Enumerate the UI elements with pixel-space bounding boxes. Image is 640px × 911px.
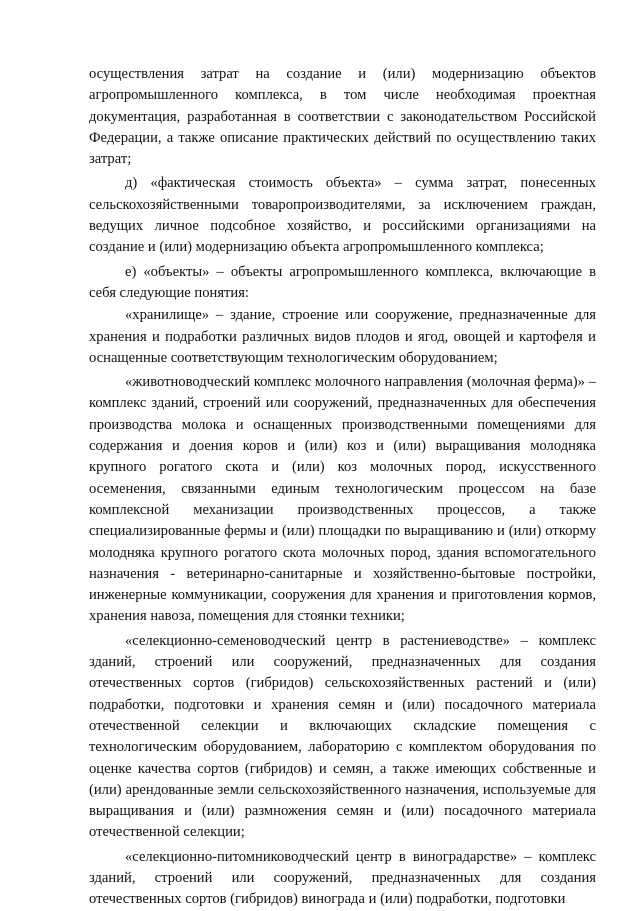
paragraph-seed-center: «селекционно-семеноводческий центр в растениеводстве» – комплекс зданий, строений или сооружений, предназначенных для создания отечественных сортов (гибридов) сельскохозяйственных растений и (или) подработки, подготовки и хранения семян и (или) посадочного материала отечественной селекции и включающих складские помещения с технологическим оборудованием, лабораторию с комплектом оборудования по оценке качества сортов (гибридов) и семян, а также имеющих собственные и (или) арендованные земли сельскохозяйственного назначения, используемые для выращивания и (или) размножения семян и (или) посадочного материала отечественной селекции;: [89, 632, 596, 841]
paragraph-storage: «хранилище» – здание, строение или сооружение, предназначенные для хранения и подработки различных видов плодов и ягод, овощей и картофеля и оснащенные соответствующим технологическим оборудованием;: [89, 307, 596, 366]
paragraph-actual-cost: д) «фактическая стоимость объекта» – сумма затрат, понесенных сельскохозяйственными товаропроизводителями, за исключением граждан, ведущих личное подсобное хозяйство, и российскими организациями на создание и (или) модернизацию объекта агропромышленного комплекса;: [89, 175, 596, 256]
paragraph-dairy-complex: «животноводческий комплекс молочного направления (молочная ферма)» – комплекс зданий, строений или сооружений, предназначенных для обеспечения производства молока и оснащенных производственными помещениями для содержания и доения коров и (или) коз и (или) выращивания молодняка крупного рогатого скота и (или) коз молочных пород, искусственного осеменения, связанными единым технологическим процессом на базе комплексной механизации производственных процессов, а также специализированные фермы и (или) площадки по выращиванию и (или) откорму молодняка крупного рогатого скота молочных пород, здания вспомогательного назначения - ветеринарно-санитарные и хозяйственно-бытовые постройки, инженерные коммуникации, сооружения для хранения и приготовления кормов, хранения навоза, помещения для стоянки техники;: [89, 374, 596, 625]
paragraph-cost-items: осуществления затрат на создание и (или) модернизацию объектов агропромышленного комплекса, в том числе необходимая проектная документация, разработанная в соответствии с законодательством Российской Федерации, а также описание практических действий по осуществлению таких затрат;: [89, 66, 596, 168]
paragraph-nursery-center: «селекционно-питомниководческий центр в виноградарстве» – комплекс зданий, строений или сооружений, предназначенных для создания отечественных сортов (гибридов) винограда и (или) подработки, подготовки: [89, 848, 596, 908]
paragraph-objects: е) «объекты» – объекты агропромышленного комплекса, включающие в себя следующие понятия:: [89, 263, 596, 301]
